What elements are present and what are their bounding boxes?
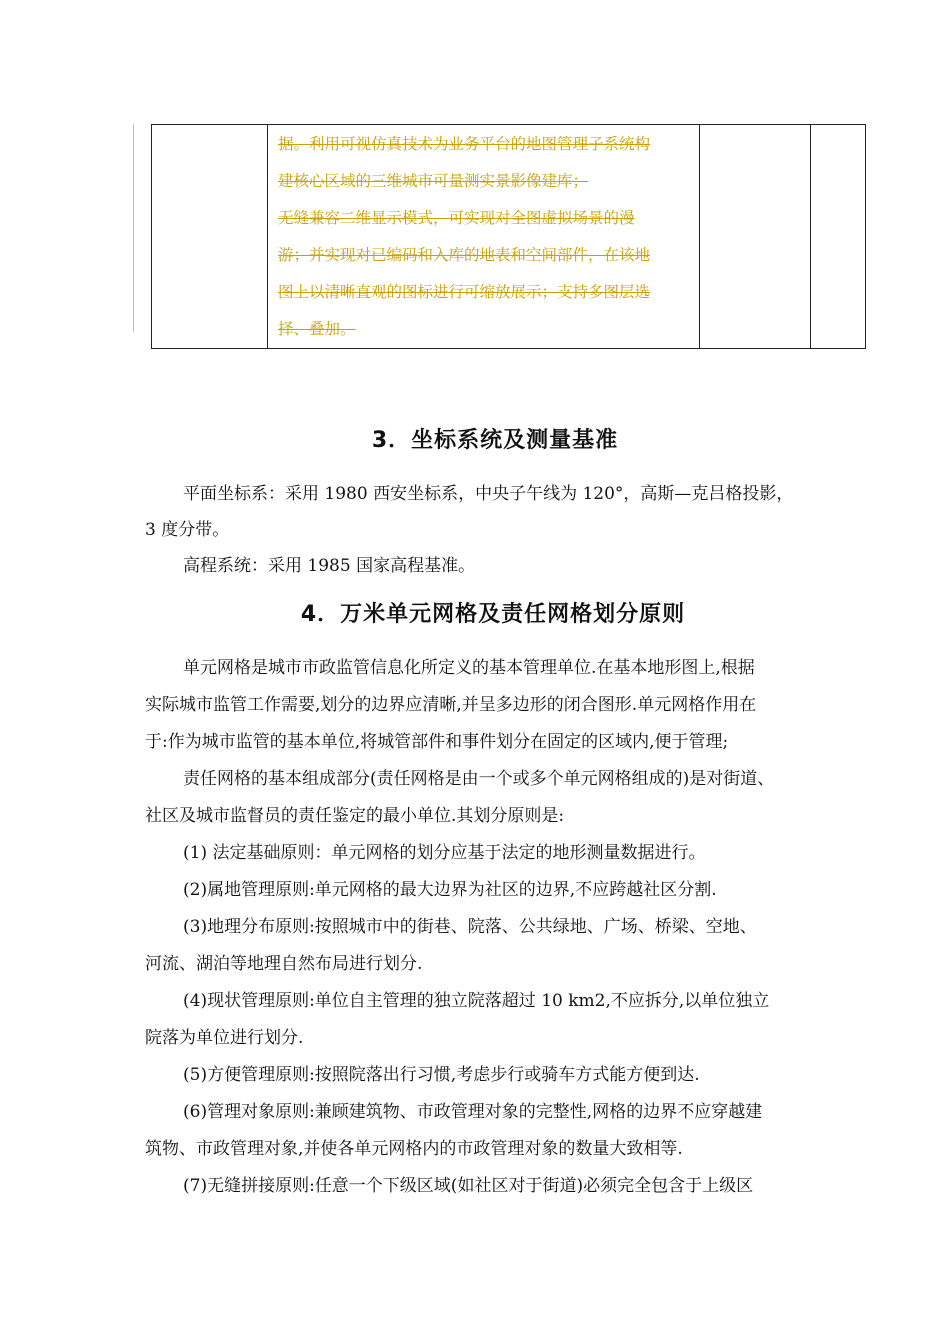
list-item: (4)现状管理原则:单位自主管理的独立院落超过 10 km2,不应拆分,以单位独立 bbox=[183, 991, 770, 1011]
struck-line: 据。利用可视仿真技术为业务平台的地图管理子系统构 bbox=[278, 135, 651, 153]
struck-line: 游；并实现对已编码和入库的地表和空间部件，在该地 bbox=[278, 246, 651, 264]
spec-table bbox=[151, 124, 866, 349]
table-cell-empty-3 bbox=[700, 125, 811, 349]
paragraph-line: 社区及城市监督员的责任鉴定的最小单位.其划分原则是: bbox=[145, 806, 565, 826]
list-item: (1) 法定基础原则：单元网格的划分应基于法定的地形测量数据进行。 bbox=[183, 843, 706, 863]
struck-line: 择、叠加。 bbox=[278, 320, 356, 338]
list-item: (5)方便管理原则:按照院落出行习惯,考虑步行或骑车方式能方便到达. bbox=[183, 1065, 700, 1085]
paragraph-line: 责任网格的基本组成部分(责任网格是由一个或多个单元网格组成的)是对街道、 bbox=[183, 769, 775, 789]
paragraph-line: 3 度分带。 bbox=[145, 520, 230, 540]
table-cell-empty-1 bbox=[152, 125, 268, 349]
table-cell-empty-4 bbox=[811, 125, 866, 349]
section-3-heading: 3．坐标系统及测量基准 bbox=[371, 428, 619, 453]
paragraph-line: 平面坐标系：采用 1980 西安坐标系，中央子午线为 120°，高斯—克吕格投影， bbox=[183, 484, 794, 504]
list-item: (6)管理对象原则:兼顾建筑物、市政管理对象的完整性,网格的边界不应穿越建 bbox=[183, 1102, 763, 1122]
list-item-continuation: 河流、湖泊等地理自然布局进行划分. bbox=[145, 954, 423, 974]
paragraph-line: 于:作为城市监管的基本单位,将城管部件和事件划分在固定的区域内,便于管理; bbox=[145, 732, 729, 752]
list-item-continuation: 筑物、市政管理对象,并使各单元网格内的市政管理对象的数量大致相等. bbox=[145, 1139, 683, 1159]
list-item-continuation: 院落为单位进行划分. bbox=[145, 1028, 304, 1048]
paragraph-line: 高程系统：采用 1985 国家高程基准。 bbox=[183, 556, 476, 576]
struck-line: 无缝兼容二维显示模式，可实现对全图虚拟场景的漫 bbox=[278, 209, 635, 227]
paragraph-line: 单元网格是城市市政监管信息化所定义的基本管理单位.在基本地形图上,根据 bbox=[183, 658, 755, 678]
table-cell-description bbox=[268, 125, 700, 349]
list-item: (2)属地管理原则:单元网格的最大边界为社区的边界,不应跨越社区分割. bbox=[183, 880, 717, 900]
section-4-heading: 4．万米单元网格及责任网格划分原则 bbox=[300, 602, 686, 627]
table-row bbox=[152, 125, 866, 349]
struck-line: 图上以清晰直观的图标进行可缩放展示；支持多图层选 bbox=[278, 283, 651, 301]
list-item: (7)无缝拼接原则:任意一个下级区域(如社区对于街道)必须完全包含于上级区 bbox=[183, 1176, 754, 1196]
struck-line: 建核心区域的三维城市可量测实景影像建库； bbox=[278, 172, 589, 190]
paragraph-line: 实际城市监管工作需要,划分的边界应清晰,并呈多边形的闭合图形.单元网格作用在 bbox=[145, 695, 757, 715]
margin-change-bar bbox=[133, 124, 134, 332]
list-item: (3)地理分布原则:按照城市中的街巷、院落、公共绿地、广场、桥梁、空地、 bbox=[183, 917, 757, 937]
